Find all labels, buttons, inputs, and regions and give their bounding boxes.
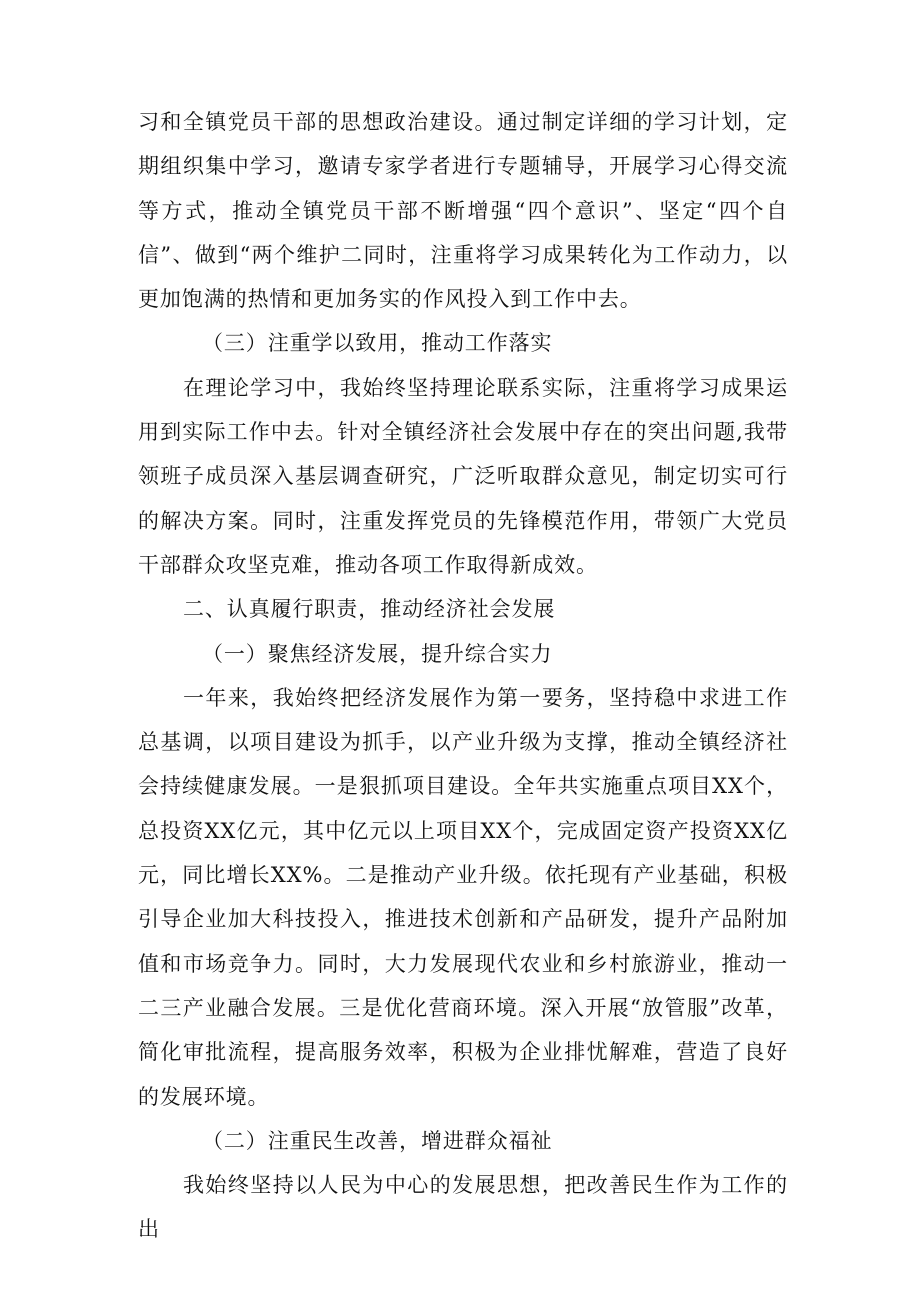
body-paragraph: 我始终坚持以人民为中心的发展思想，把改善民生作为工作的出: [138, 1173, 788, 1242]
body-paragraph: 一年来，我始终把经济发展作为第一要务，坚持稳中求进工作总基调，以项目建设为抓手，以产业升级为支撑，推动全镇经济社会持续健康发展。一是狠抓项目建设。全年共实施重点项目XX个，总投资XX亿元，其中亿元以上项目XX个，完成固定资产投资XX亿元，同比增长XX%。二是推动产业升级。依托现有产业基础，积极引导企业加大科技投入，推进技术创新和产品研发，提升产品附加值和市场竞争力。同时，大力发展现代农业和乡村旅游业，推动一二三产业融合发展。三是优化营商环境。深入开展“放管服”改革，简化审批流程，提高服务效率，积极为企业排忧解难，营造了良好的发展环境。: [138, 685, 788, 1109]
section-heading-2: （二）注重民生改善，增进群众福祉: [202, 1128, 553, 1153]
section-heading-3: （三）注重学以致用，推动工作落实: [202, 331, 553, 356]
body-paragraph: 在理论学习中，我始终坚持理论联系实际，注重将学习成果运用到实际工作中去。针对全镇经济社会发展中存在的突出问题,我带领班子成员深入基层调查研究，广泛听取群众意见，制定切实可行的解决方案。同时，注重发挥党员的先锋模范作用，带领广大党员干部群众攻坚克难，推动各项工作取得新成效。: [138, 375, 788, 577]
body-paragraph-continued: 习和全镇党员干部的思想政治建设。通过制定详细的学习计划，定期组织集中学习，邀请专家学者进行专题辅导，开展学习心得交流等方式，推动全镇党员干部不断增强“四个意识”、坚定“四个自信”、做到“两个维护二同时，注重将学习成果转化为工作动力，以更加饱满的热情和更加务实的作风投入到工作中去。: [138, 110, 788, 312]
document-body: [138, 100, 788, 1252]
section-heading-1: （一）聚焦经济发展，提升综合实力: [202, 641, 553, 666]
chapter-heading-2: 二、认真履行职责，推动经济社会发展: [183, 597, 556, 622]
